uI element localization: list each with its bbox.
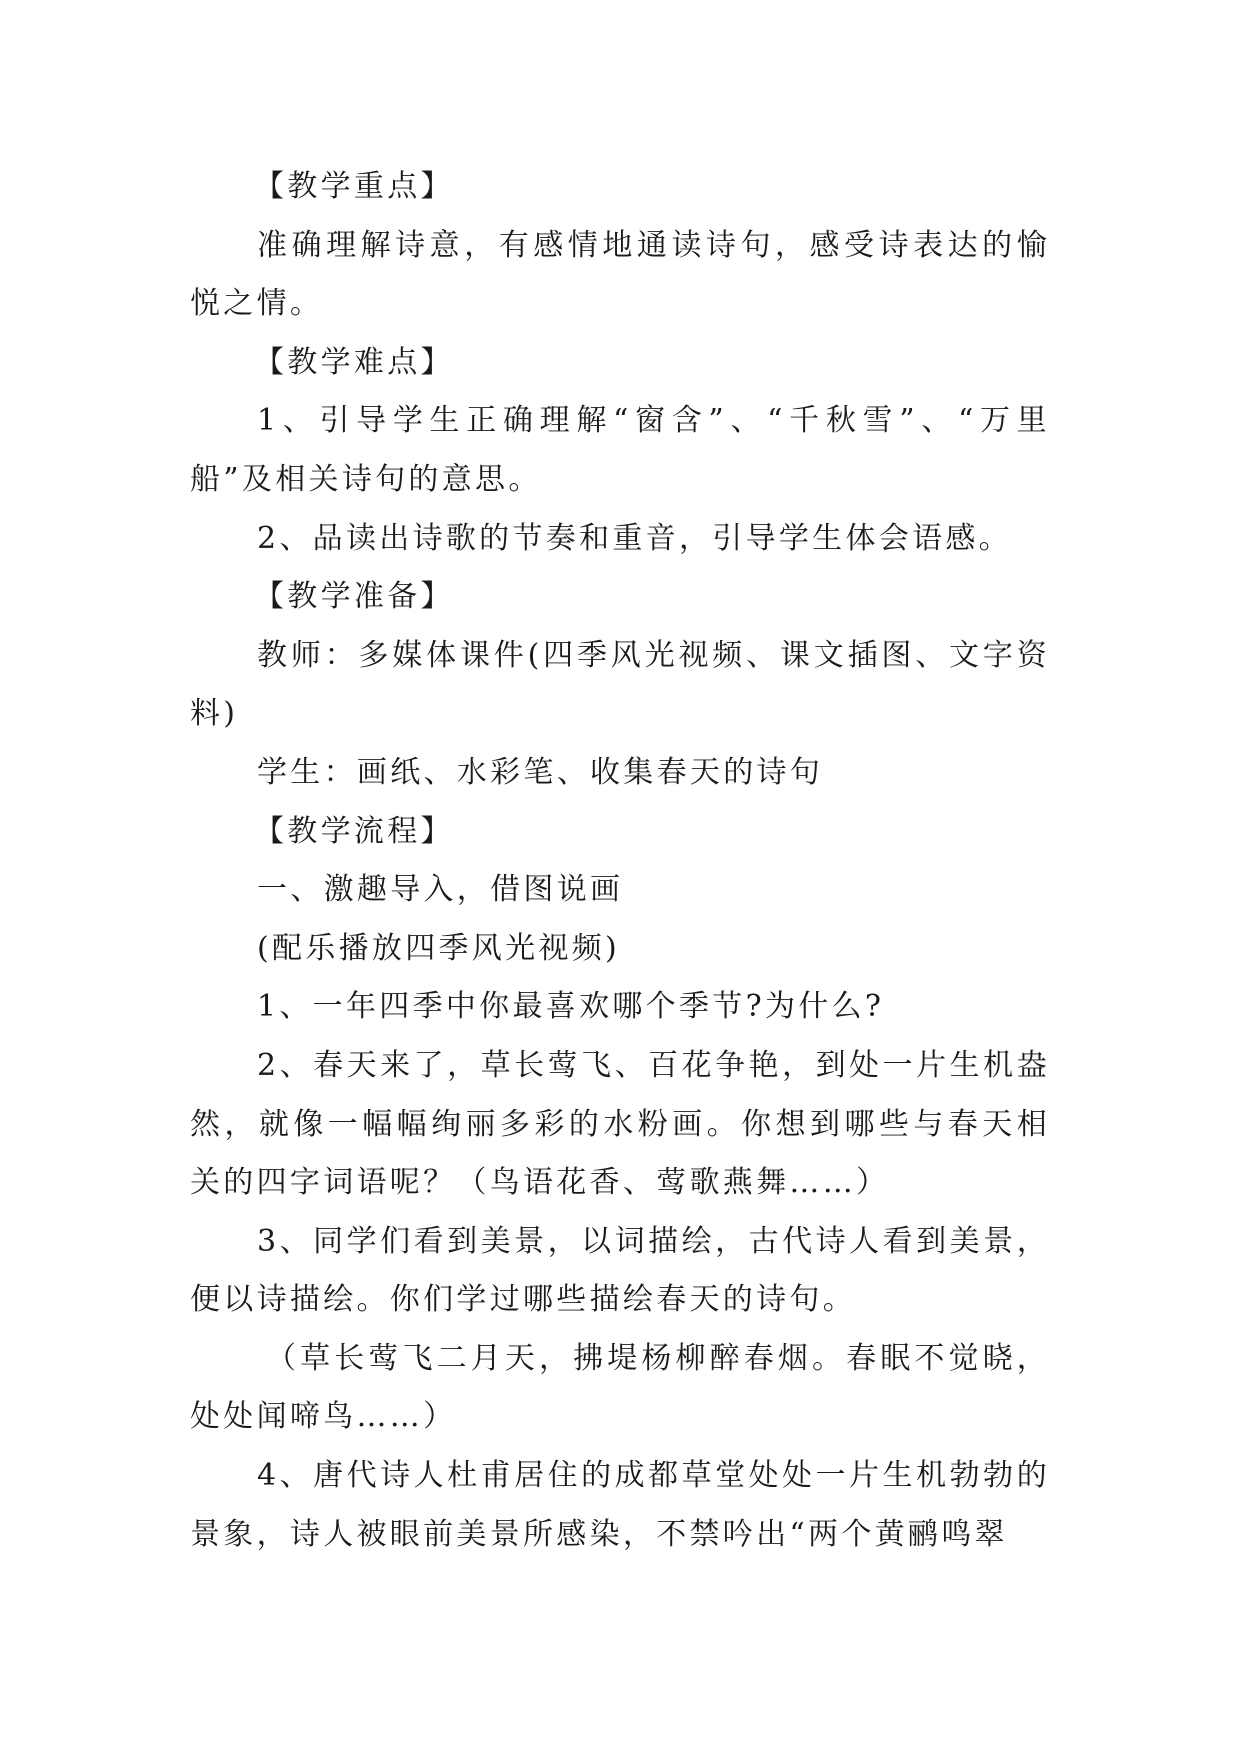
key-points-text: 准确理解诗意，有感情地通读诗句，感受诗表达的愉悦之情。 (190, 227, 1050, 322)
question-2: 2、春天来了，草长莺飞、百花争艳，到处一片生机盎然，就像一幅幅绚丽多彩的水粉画。你想到哪些与春天相关的四字词语呢？（鸟语花香、莺歌燕舞……） (190, 1047, 1050, 1201)
process-heading: 【教学流程】 (254, 813, 454, 849)
difficult-points-heading: 【教学难点】 (254, 344, 454, 380)
question-3: 3、同学们看到美景，以词描绘，古代诗人看到美景，便以诗描绘。你们学过哪些描绘春天的诗句。 (190, 1223, 1050, 1318)
section-one-note: (配乐播放四季风光视频) (257, 930, 621, 966)
difficult-point-1: 1、引导学生正确理解“窗含”、“千秋雪”、“万里船”及相关诗句的意思。 (190, 403, 1050, 497)
key-points-heading: 【教学重点】 (254, 169, 454, 204)
preparation-student: 学生：画纸、水彩笔、收集春天的诗句 (257, 754, 824, 790)
difficult-point-2: 2、品读出诗歌的节奏和重音，引导学生体会语感。 (257, 520, 1012, 556)
question-4: 4、唐代诗人杜甫居住的成都草堂处处一片生机勃勃的景象，诗人被眼前美景所感染，不禁吟出“两个黄鹂鸣翠 (190, 1458, 1050, 1552)
preparation-teacher: 教师：多媒体课件(四季风光视频、课文插图、文字资料) (190, 637, 1050, 732)
question-3-examples: （草长莺飞二月天，拂堤杨柳醉春烟。春眠不觉晓，处处闻啼鸟……） (190, 1340, 1050, 1435)
document-body (190, 158, 1050, 1564)
question-1: 1、一年四季中你最喜欢哪个季节?为什么? (257, 989, 885, 1025)
section-one-title: 一、激趣导入，借图说画 (257, 872, 624, 908)
preparation-heading: 【教学准备】 (254, 579, 454, 615)
